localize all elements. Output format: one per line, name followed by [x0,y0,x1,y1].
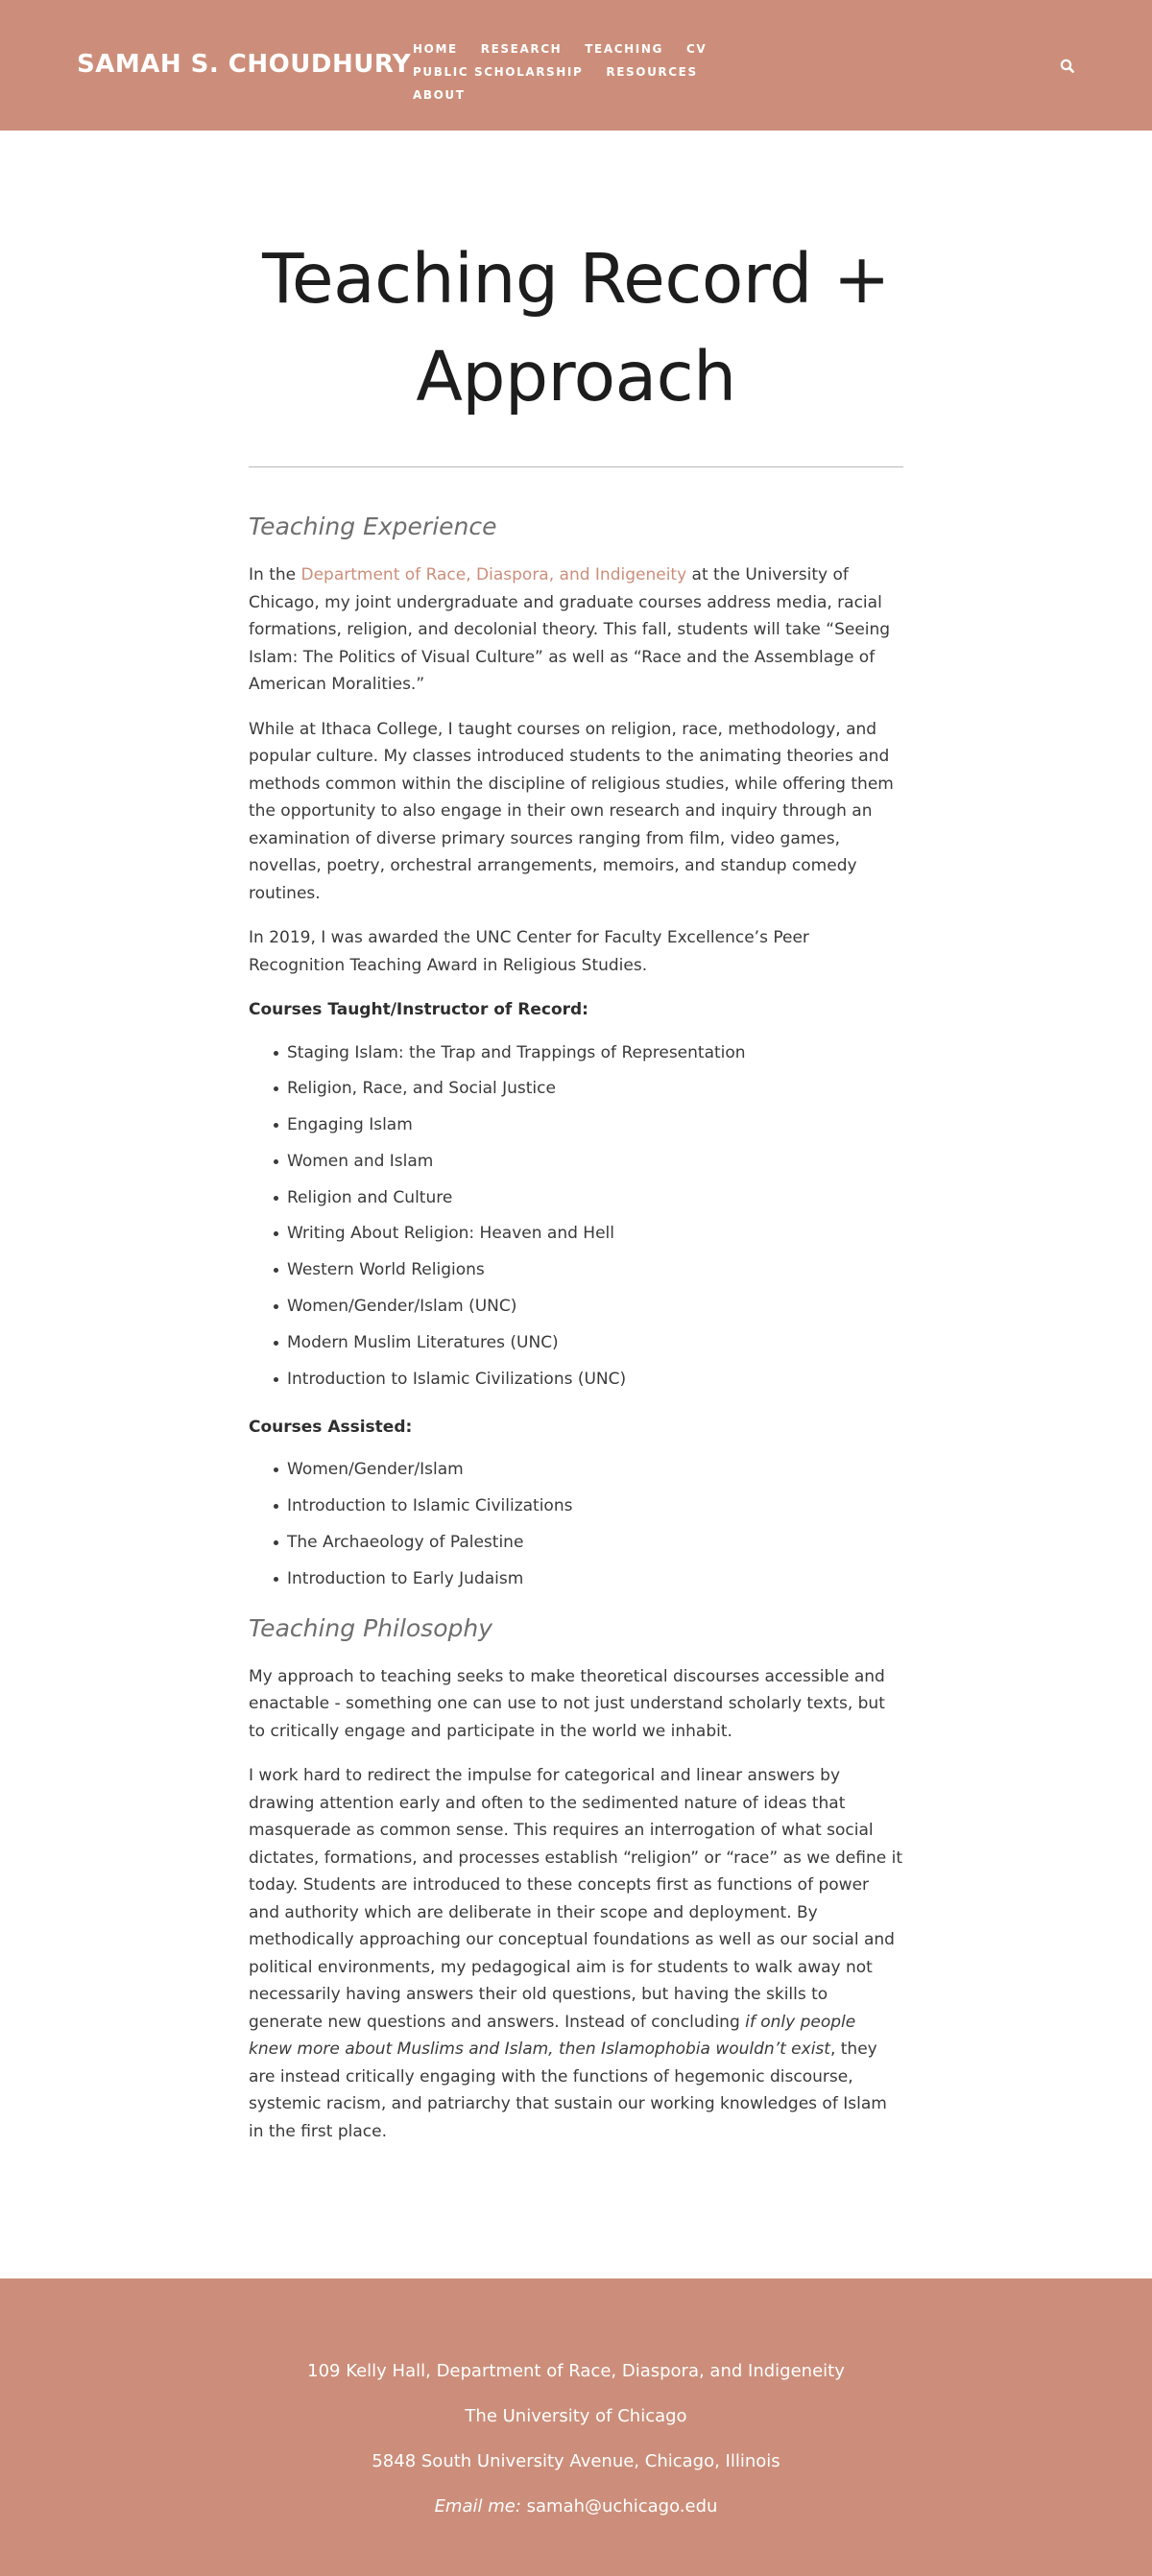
footer-email-line [0,2494,1152,2519]
courses-taught-list [249,1039,903,1393]
nav-resources[interactable]: RESOURCES [606,65,698,79]
footer-email-label: Email me: [434,2496,521,2516]
footer-street: 5848 South University Avenue, Chicago, Illinois [372,2451,780,2471]
list-item: Introduction to Early Judaism [249,1565,903,1592]
courses-taught-label: Courses Taught/Instructor of Record: [249,1000,588,1019]
list-item: Staging Islam: the Trap and Trappings of Representation [249,1039,903,1066]
list-item: Western World Religions [249,1256,903,1283]
experience-paragraph-3: In 2019, I was awarded the UNC Center for Faculty Excellence’s Peer Recognition Teaching Award in Religious Studies. [249,928,809,975]
nav-teaching[interactable]: TEACHING [585,42,663,56]
nav-about[interactable]: ABOUT [413,88,466,102]
nav-home[interactable]: HOME [413,42,458,56]
title-divider [249,466,903,467]
list-item: Engaging Islam [249,1111,903,1138]
site-title-link[interactable]: SAMAH S. CHOUDHURY [77,50,412,79]
nav-research[interactable]: RESEARCH [480,42,563,56]
list-item: Women and Islam [249,1148,903,1175]
teaching-philosophy-heading: Teaching Philosophy [249,1613,493,1642]
courses-assisted-list [249,1456,903,1591]
search-button[interactable] [1056,55,1079,78]
footer-email-link[interactable]: samah@uchicago.edu [526,2496,718,2516]
nav-cv[interactable]: CV [685,42,708,56]
department-link[interactable]: Department of Race, Diaspora, and Indigeneity [300,565,687,584]
nav-public-scholarship[interactable]: PUBLIC SCHOLARSHIP [413,65,584,79]
philosophy-p2-lead: I work hard to redirect the impulse for categorical and linear answers by drawing attention early and often to the sedimented nature of ideas that masquerade as common sense. This requires an interrogation of what social dictates, formations, and processes establish “religion” or “race” as we define it today. Students are introduced to these concepts first as functions of power and authority which are deliberate in their scope and deployment. By methodically approaching our conceptual foundations as well as our social and political environments, my pedagogical aim is for students to walk away not necessarily having answers their old questions, but having the skills to generate new questions and answers. Instead of concluding [249,1766,903,2032]
list-item: The Archaeology of Palestine [249,1529,903,1556]
list-item: Women/Gender/Islam [249,1456,903,1483]
experience-p1-rest: at the University of Chicago, my joint undergraduate and graduate courses address media, racial formations, religion, and decolonial theory. This fall, students will take “Seeing Islam: The Politics of Visual Culture” as well as “Race and the Assemblage of American Moralities.” [249,565,891,694]
experience-p1-lead: In the [249,565,301,584]
main-content [249,230,903,2162]
footer-university: The University of Chicago [465,2406,687,2426]
search-icon [1056,55,1079,78]
experience-paragraph-1 [249,561,903,699]
main-nav [413,42,758,102]
footer-address: 109 Kelly Hall, Department of Race, Diaspora, and Indigeneity [307,2361,845,2381]
experience-paragraph-2: While at Ithaca College, I taught courses on religion, race, methodology, and popular culture. My classes introduced students to the animating theories and methods common within the discipline of religious studies, while offering them the opportunity to also engage in their own research and inquiry through an examination of diverse primary sources ranging from film, video games, novellas, poetry, orchestral arrangements, memoirs, and standup comedy routines. [249,719,894,903]
list-item: Introduction to Islamic Civilizations (UNC) [249,1366,903,1393]
list-item: Introduction to Islamic Civilizations [249,1492,903,1519]
philosophy-paragraph-2 [249,1762,903,2145]
philosophy-paragraph-1: My approach to teaching seeks to make theoretical discourses accessible and enactable - something one can use to not just understand scholarly texts, but to critically engage and participate in the world we inhabit. [249,1666,885,1741]
philosophy-p2-rest: , they are instead critically engaging with the functions of hegemonic discourse, systemic racism, and patriarchy that sustain our working knowledges of Islam in the first place. [249,2039,887,2141]
teaching-experience-heading: Teaching Experience [249,513,497,540]
courses-assisted-label: Courses Assisted: [249,1417,413,1437]
site-header [0,0,1152,131]
list-item: Modern Muslim Literatures (UNC) [249,1329,903,1356]
philosophy-p2-quote: if only people knew more about Muslims and Islam, then Islamophobia wouldn’t exist [249,2012,856,2060]
list-item: Women/Gender/Islam (UNC) [249,1293,903,1320]
site-footer [0,2278,1152,2576]
page-title: Teaching Record + Approach [262,239,890,417]
list-item: Religion and Culture [249,1184,903,1211]
list-item: Religion, Race, and Social Justice [249,1075,903,1102]
list-item: Writing About Religion: Heaven and Hell [249,1220,903,1247]
